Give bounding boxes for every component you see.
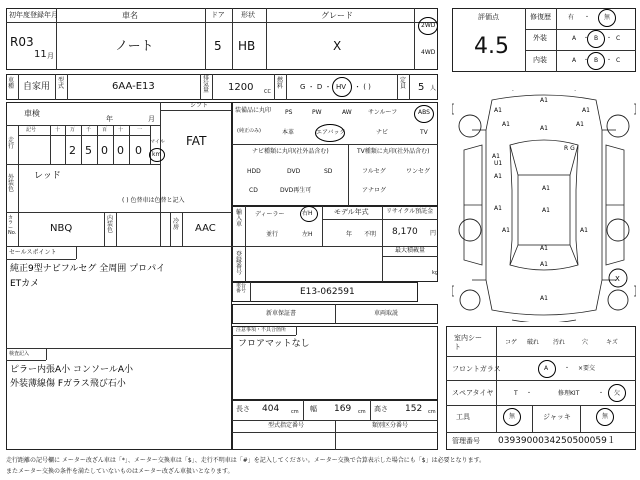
reg-row (6, 74, 438, 100)
diag-u1: U1 (494, 160, 503, 167)
sheet-dirt: 汚れ (553, 339, 566, 346)
first-reg-month: 11 (34, 49, 47, 60)
diag-a1-rear-bumper: A1 (540, 295, 548, 302)
fuel-tail: ・ ( ) (354, 83, 371, 91)
diag-a1-left-door1: A1 (502, 121, 510, 128)
shape-label: 形状 (241, 11, 255, 19)
notes-label: 注意事項・不具合箇所 (236, 327, 287, 333)
digit-3: 5 (85, 144, 92, 157)
model-label: 型式 (58, 77, 65, 90)
ext-dot1: ・ (583, 35, 590, 42)
reg-class-label: 車種 (8, 77, 15, 90)
spare-missing: 欠 (614, 390, 621, 397)
spare-tire-label: スペアタイヤ (452, 389, 494, 397)
navi-sd: SD (324, 168, 333, 175)
sheet-tear: 破れ (527, 339, 540, 346)
digit-6: 0 (135, 144, 142, 157)
notes-block (232, 326, 438, 400)
jack-value: 無 (602, 413, 609, 420)
import-label: 輸入車 (236, 209, 243, 228)
car-name-label: 車名 (122, 11, 138, 20)
damage-x-mark: X (615, 275, 620, 283)
reg-no-label: 登録番号 (236, 251, 243, 276)
chassis-label: 車台番号 (236, 283, 247, 294)
model-year-unit: 年 (346, 231, 353, 238)
grade: X (333, 39, 342, 53)
drive-2wd: 2WD (421, 22, 436, 29)
navi-hdd: HDD (247, 168, 261, 175)
equip-ps: PS (285, 109, 293, 116)
inspector-notes-line1: ピラー内張A小 コンソールA小 (10, 365, 133, 375)
diag-a1-left-rear: A1 (494, 205, 502, 212)
jack-label: ジャッキ (543, 413, 571, 421)
diag-a1-right-door1: A1 (576, 121, 584, 128)
tools-label: 工具 (456, 413, 470, 421)
int-dot2: ・ (606, 57, 613, 64)
equip-sunroof: サンルーフ (368, 109, 398, 116)
color-no: NBQ (50, 223, 73, 234)
width-value: 169 (334, 404, 352, 414)
mgmt-value: 0393900034250500059１ (498, 436, 616, 446)
model: 6AA-E13 (112, 81, 155, 92)
diag-a1-roof: A1 (542, 185, 550, 192)
score-label: 評価点 (478, 13, 499, 21)
tv-fullseg: フルセグ (362, 168, 386, 175)
width-label: 幅 (310, 405, 317, 413)
equipment-label: 装備品に丸印 (235, 107, 272, 114)
diag-a1-rear: A1 (540, 245, 548, 252)
digit-4: 0 (101, 144, 108, 157)
sales-point-line2: ETカメ (10, 279, 40, 289)
height-label: 高さ (374, 405, 388, 413)
inspection-year-unit: 年 (106, 115, 113, 123)
inspector-notes-line2: 外装薄線傷 Fガラス飛び石小 (10, 379, 126, 389)
category-label: 類別区分番号 (372, 422, 409, 429)
height-value: 152 (405, 404, 423, 414)
grade-label: グレード (321, 11, 353, 20)
repair-dot: ・ (584, 14, 591, 21)
digit-header-6: 一 (137, 127, 143, 133)
model-year-label: モデル年式 (334, 208, 369, 216)
color-no-label: カラーNo. (8, 215, 17, 236)
equip-airbag: エアバック (316, 129, 346, 136)
score: 4.5 (474, 34, 509, 59)
digit-header-0: 記号 (26, 127, 37, 133)
diag-a1-left-front: A1 (494, 107, 502, 114)
front-glass-label: フロントガラス (452, 365, 501, 373)
glass-a: A (544, 365, 549, 372)
shift: FAT (186, 134, 207, 148)
reg-class: 自家用 (23, 82, 51, 92)
equip-leather: 本革 (282, 129, 295, 136)
diag-a1-right-wheel: A1 (580, 227, 588, 234)
length-label: 長さ (236, 405, 250, 413)
shape: HB (238, 39, 256, 53)
equipment-sub-label: (純正のみ) (237, 128, 261, 134)
navi-type-label: ナビ種類に丸印(社外品含む) (252, 148, 329, 155)
repair-yes: 有 (568, 14, 575, 21)
capacity-unit: 人 (430, 85, 437, 92)
mile-label: マイル (150, 139, 165, 145)
interior-sheet-label: 室内シート (454, 334, 482, 352)
length-value: 404 (262, 404, 280, 414)
recycle-label: リサイクル預託金 (386, 208, 434, 215)
int-dot1: ・ (583, 57, 590, 64)
ext-a: A (572, 35, 577, 42)
inspection-month-unit: 月 (148, 115, 155, 123)
spare-dot1: ・ (526, 390, 533, 397)
sheet-hole: 穴 (582, 339, 589, 346)
tv-oneseg: ワンセグ (406, 168, 431, 175)
equip-navi: ナビ (376, 129, 389, 136)
import-dealer: ディーラー (255, 211, 285, 218)
diag-rg: R G (564, 145, 575, 152)
odometer-label: 走行 (8, 137, 15, 150)
spare-dot2: ・ (598, 390, 605, 397)
cc-unit: CC (264, 89, 271, 95)
color-note: ( ) 色替車は色替と記入 (122, 197, 185, 204)
model-year-unknown: 不明 (364, 231, 377, 238)
manual-doc: 車両取説 (374, 310, 399, 317)
footer-line2: またメーター交換の条件を満たしていないものはメーター改ざん車扱いとなります。 (6, 468, 234, 475)
diag-a1-right-front: A1 (582, 107, 590, 114)
designation-label: 型式指定番号 (268, 422, 305, 429)
diag-a1-left-side: A1 (492, 153, 500, 160)
repair-no: 無 (604, 14, 611, 21)
exterior-color: レッド (34, 171, 61, 181)
capacity: 5 (418, 82, 425, 93)
navi-dvd-play: DVD再生可 (280, 187, 312, 194)
tv-analog: アナログ (362, 187, 387, 194)
car-name: ノート (115, 39, 154, 54)
digit-header-1: 十 (55, 127, 61, 133)
recycle-unit: 円 (430, 230, 437, 237)
handle-right: 右H (302, 210, 313, 217)
diag-a1-left-wheel: A1 (502, 227, 510, 234)
first-reg-label: 初年度登録年月 (9, 11, 58, 19)
fuel-label: 燃料 (277, 77, 284, 90)
car-damage-diagram (452, 90, 636, 322)
notes-line1: フロアマットなし (238, 339, 310, 349)
glass-replace: ×要交 (578, 365, 596, 372)
repair-label: 修復歴 (530, 13, 551, 21)
exterior-color-label: 外装色 (8, 174, 15, 193)
max-load-unit: kg (432, 270, 439, 276)
interior-grade-label: 内装 (533, 56, 547, 64)
equip-pw: PW (312, 109, 322, 116)
int-a: A (572, 57, 577, 64)
recycle-value: 8,170 (392, 227, 418, 237)
capacity-label: 定員 (400, 77, 407, 90)
diagram-labels (492, 97, 590, 302)
doors: 5 (214, 39, 222, 53)
diag-a1-trunk: A1 (540, 261, 548, 268)
digit-header-2: 万 (70, 127, 76, 133)
equip-tv: TV (420, 129, 428, 136)
ext-c: C (616, 35, 621, 42)
navi-cd: CD (249, 187, 258, 194)
width-unit: cm (358, 409, 366, 415)
diag-a1-left-mid: A1 (494, 173, 502, 180)
length-unit: cm (291, 409, 299, 415)
displacement: 1200 (228, 82, 254, 93)
digit-header-4: 百 (102, 127, 108, 133)
diag-a1-extra: A1 (540, 125, 548, 132)
equip-abs: ABS (418, 109, 430, 116)
km-label: km (152, 151, 162, 158)
exterior-grade-label: 外装 (533, 34, 547, 42)
equip-aw: AW (342, 109, 352, 116)
height-unit: cm (428, 409, 436, 415)
displacement-label: 排気量 (203, 75, 210, 94)
int-c: C (616, 57, 621, 64)
ac-label: 冷房 (173, 218, 180, 231)
tools-value: 無 (509, 413, 516, 420)
mgmt-label: 管理番号 (452, 437, 480, 445)
digit-5: 0 (117, 144, 124, 157)
warranty-doc: 新車保証書 (266, 310, 297, 317)
inspection-label: 車検 (24, 109, 40, 118)
interior-color-label: 内装色 (107, 215, 114, 234)
tv-type-label: TV種類に丸印(社外品含む) (357, 148, 430, 155)
shift-label: シフト (190, 102, 209, 109)
ext-dot2: ・ (606, 35, 613, 42)
fuel-options: G ・ D ・ (300, 83, 332, 91)
digit-header-3: 千 (86, 127, 92, 133)
month-unit: 月 (47, 52, 54, 60)
drive-4wd: 4WD (421, 49, 436, 56)
sales-point-label: セールスポイント (9, 249, 57, 256)
handle-left: 左H (302, 231, 313, 238)
sheet-scratch: キズ (606, 339, 618, 346)
footer-line1: 走行距離の記号欄に メーター改ざん車は「*」、メーター交換車は「$」、走行不明車は「#」を記入してください。メーター交換で合算表示した場合にも「$」は必要となります。 (6, 457, 486, 464)
doors-label: ドア (211, 11, 225, 19)
sales-point-line1: 純正9型ナビフルセグ 全周囲 プロパイ (10, 264, 166, 274)
diag-a1-front: A1 (540, 97, 548, 104)
glass-dot: ・ (564, 365, 571, 372)
fuel-selected: HV (336, 83, 347, 91)
sheet-burn: コゲ (505, 339, 518, 346)
spare-t: T (514, 390, 518, 397)
digit-header-5: 十 (118, 127, 124, 133)
diag-a1-center-rear: A1 (542, 207, 550, 214)
max-load-label: 最大積載量 (395, 247, 426, 254)
import-parallel: 並行 (266, 231, 279, 238)
first-reg-year: R03 (10, 35, 34, 49)
inspector-notes-label: 検査記入 (9, 351, 30, 357)
int-b: B (594, 57, 599, 64)
chassis-value: E13-062591 (300, 287, 355, 297)
ac: AAC (195, 223, 216, 234)
digit-2: 2 (69, 144, 76, 157)
navi-dvd: DVD (287, 168, 301, 175)
ext-b: B (594, 35, 599, 42)
spare-kit: 修理KIT (558, 390, 580, 397)
